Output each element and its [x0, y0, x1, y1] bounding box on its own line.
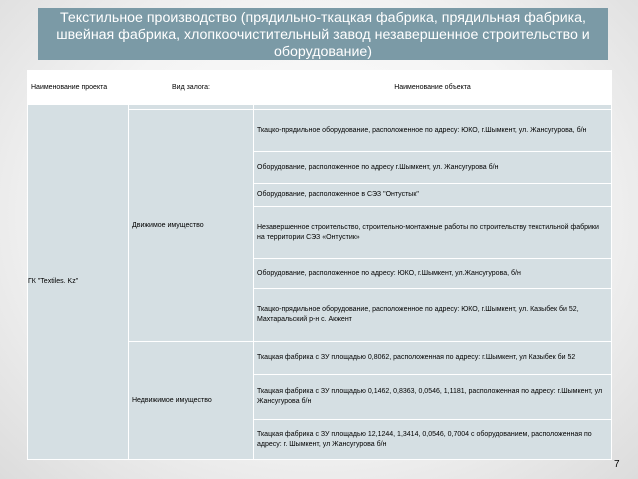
slide-title: Текстильное производство (прядильно-ткацкая фабрика, прядильная фабрика, швейная фабрика, хлопкоочистительный завод незавершенное строительство и оборудование) — [38, 8, 608, 60]
collateral-type-immovable: Недвижимое имущество — [129, 342, 254, 460]
table-header-row — [28, 71, 612, 105]
object-cell: Ткацкая фабрика с ЗУ площадью 12,1244, 1,3414, 0,0546, 0,7004 с оборудованием, расположенная по адресу: г. Шымкент, ул Жансугурова б/н — [254, 420, 612, 460]
object-cell: Оборудование, расположенное по адресу: ЮКО, г.Шымкент, ул.Жансугурова, б/н — [254, 259, 612, 289]
header-project-name: Наименование проекта — [28, 71, 129, 105]
object-cell: Оборудование, расположенное по адресу г.Шымкент, ул. Жансугурова б/н — [254, 152, 612, 184]
collateral-type-movable: Движимое имущество — [129, 110, 254, 342]
project-name-cell: ГК "Textiles. Kz" — [28, 105, 129, 460]
header-object-name: Наименование объекта — [254, 71, 612, 105]
object-cell: Ткацкая фабрика с ЗУ площадью 0,8062, расположенная по адресу: г.Шымкент, ул Казыбек би 52 — [254, 342, 612, 375]
object-cell: Ткацко-прядильное оборудование, расположенное по адресу: ЮКО, г.Шымкент, ул. Жансугурова, б/н — [254, 110, 612, 152]
collateral-table — [27, 70, 612, 460]
object-cell: Незавершенное строительство, строительно-монтажные работы по строительству текстильной фабрики на территории СЭЗ «Онтустик» — [254, 207, 612, 259]
object-cell: Оборудование, расположенное в СЭЗ "Онтустык" — [254, 184, 612, 207]
header-collateral-type: Вид залога: — [129, 71, 254, 105]
object-cell: Ткацкая фабрика с ЗУ площадью 0,1462, 0,8363, 0,0546, 1,1181, расположенная по адресу: г.Шымкент, ул Жансугурова б/н — [254, 375, 612, 420]
object-cell: Ткацко-прядильное оборудование, расположенное по адресу: ЮКО, г.Шымкент, ул. Казыбек би 52, Махтаральский р-н с. Акжент — [254, 289, 612, 342]
page-number: 7 — [614, 459, 620, 470]
